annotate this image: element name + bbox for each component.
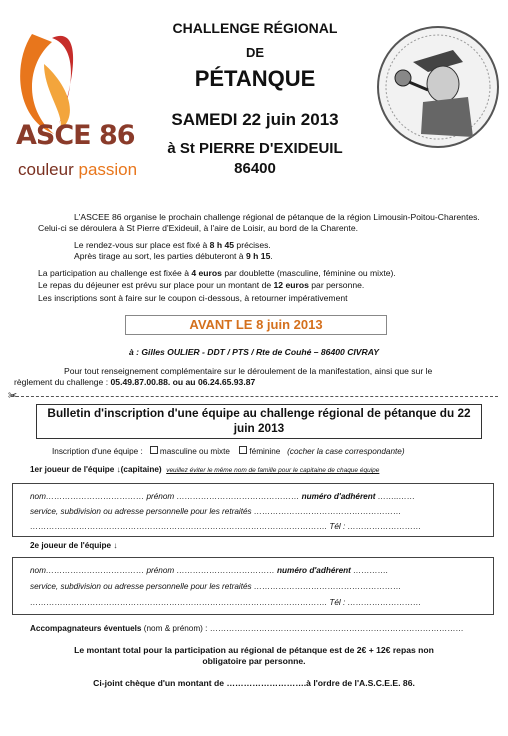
deadline-box: AVANT LE 8 juin 2013 — [125, 315, 387, 335]
header-line1: CHALLENGE RÉGIONAL — [172, 20, 338, 36]
header-date: SAMEDI 22 juin 2013 — [171, 110, 339, 129]
cut-line — [11, 396, 498, 397]
logo-tagline: couleur passion — [18, 160, 138, 179]
header-place: à St PIERRE D'EXIDEUIL — [167, 140, 343, 157]
petanque-player-emblem — [373, 22, 503, 152]
player1-heading: 1er joueur de l'équipe ↓(capitaine) veuillez éviter le même nom de famille pour le capitaine de chaque équipe — [30, 465, 380, 474]
return-address: à : Gilles OULIER - DDT / PTS / Rte de Couhé – 86400 CIVRAY — [128, 347, 380, 357]
player1-name-row[interactable]: nom……………………………… prénom ……………………………………… numéro d'adhérent ……..…… — [30, 492, 416, 501]
header-line2: DE — [245, 45, 265, 60]
logo-text: ASCE 86 — [16, 120, 135, 151]
header-postcode: 86400 — [234, 160, 276, 177]
header-title: PÉTANQUE — [194, 66, 316, 91]
meal-text: Le repas du déjeuner est prévu sur place pour un montant de 12 euros par personne. — [38, 280, 365, 290]
player2-heading: 2e joueur de l'équipe ↓ — [30, 541, 118, 550]
scissors-icon: ✂ — [8, 390, 18, 402]
companions-row[interactable]: Accompagnateurs éventuels (nom & prénom) : ………………………………………………………………………………… — [30, 624, 464, 633]
checkbox-mixed[interactable] — [150, 446, 158, 454]
start-time-text: Après tirage au sort, les parties débuteront à 9 h 15. — [74, 251, 273, 261]
player2-name-row[interactable]: nom……………………………… prénom ……………………………… numéro d'adhérent …………. — [30, 566, 389, 575]
player2-service-row[interactable]: service, subdivision ou adresse personnelle pour les retraités ……………………………………………… — [30, 582, 402, 591]
checkbox-female[interactable] — [239, 446, 247, 454]
team-type-row: Inscription d'une équipe : masculine ou mixte féminine (cocher la case correspondante) — [52, 447, 405, 456]
player1-service-row[interactable]: service, subdivision ou adresse personnelle pour les retraités ……………………………………………… — [30, 507, 402, 516]
fee-text: La participation au challenge est fixée à 4 euros par doublette (masculine, féminine ou mixte). — [38, 268, 396, 278]
intro-paragraph: L'ASCEE 86 organise le prochain challenge régional de pétanque de la région Limousin-Poitou-Charentes. Celui-ci se déroulera à St Pierre d'Exideuil, à l'aire de Loisir, au bord de la Charente. — [38, 212, 480, 233]
contact-line2: règlement du challenge : 05.49.87.00.88. ou au 06.24.65.93.87 — [14, 377, 256, 387]
bulletin-title: Bulletin d'inscription d'une équipe au challenge régional de pétanque du 22 juin 2013 — [36, 404, 482, 439]
registration-text: Les inscriptions sont à faire sur le coupon ci-dessous, à retourner impérativement — [38, 293, 348, 303]
player1-phone-row[interactable]: ………………………………………………………………………………………………. Tél : ……………………… — [30, 522, 422, 531]
cheque-text: Ci-joint chèque d'un montant de ……………………….à l'ordre de l'A.S.C.E.E. 86. — [93, 678, 415, 688]
contact-line1: Pour tout renseignement complémentaire sur le déroulement de la manifestation, ainsi que sur le — [64, 366, 433, 376]
rendezvous-text: Le rendez-vous sur place est fixé à 8 h 45 précises. — [74, 240, 271, 250]
total-amount-text: Le montant total pour la participation au régional de pétanque est de 2€ + 12€ repas non obligatoire par personne. — [74, 645, 434, 666]
player2-phone-row[interactable]: ………………………………………………………………………………………………. Tél : ……………………… — [30, 598, 422, 607]
